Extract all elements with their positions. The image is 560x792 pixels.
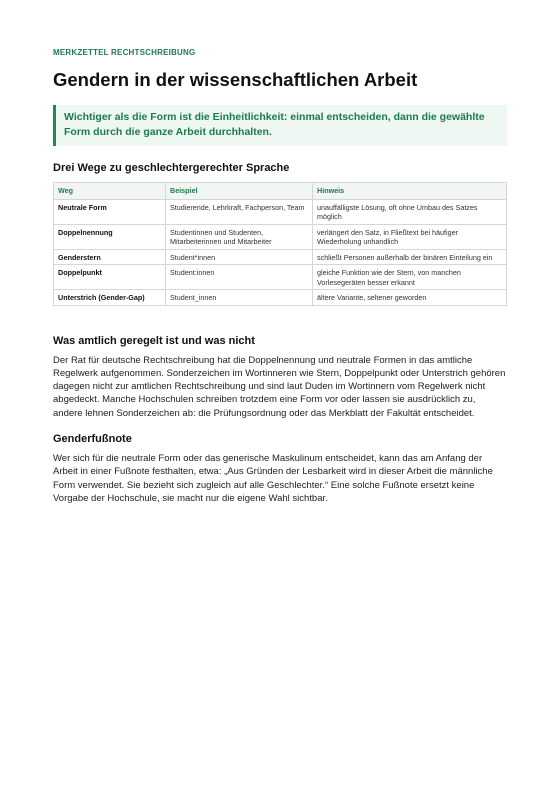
cell-weg: Doppelnennung (54, 224, 166, 249)
table-row (54, 199, 507, 224)
column-header-weg: Weg (54, 183, 166, 200)
cell-weg: Doppelpunkt (54, 265, 166, 290)
forms-table (53, 182, 507, 306)
cell-beispiel: Student*innen (166, 249, 313, 265)
column-header-beispiel: Beispiel (166, 183, 313, 200)
table-row (54, 290, 507, 306)
cell-hinweis: ältere Variante, seltener geworden (313, 290, 507, 306)
table-row (54, 265, 507, 290)
cell-hinweis: gleiche Funktion wie der Stern, von manchen Vorlesegeräten besser erkannt (313, 265, 507, 290)
table-row (54, 224, 507, 249)
table-heading: Drei Wege zu geschlechtergerechter Sprache (53, 162, 290, 174)
cell-beispiel: Studentinnen und Studenten, Mitarbeiterinnen und Mitarbeiter (166, 224, 313, 249)
section-body-fussnote: Wer sich für die neutrale Form oder das generische Maskulinum entscheidet, kann das am Anfang der Arbeit in einer Fußnote festhalten, etwa: „Aus Gründen der Lesbarkeit wird in dieser Arbeit die männliche Form verwendet. Sie bezieht sich zugleich auf alle Geschlechter.“ Eine solche Fußnote ersetzt keine Vorgabe der Hochschule, sie macht nur die eigene Wahl sichtbar. (53, 452, 493, 504)
column-header-hinweis: Hinweis (313, 183, 507, 200)
section-heading-fussnote: Genderfußnote (53, 432, 132, 445)
page-title: Gendern in der wissenschaftlichen Arbeit (53, 69, 418, 90)
cell-weg: Genderstern (54, 249, 166, 265)
cell-beispiel: Student:innen (166, 265, 313, 290)
cell-weg: Neutrale Form (54, 199, 166, 224)
section-body-regelung: Der Rat für deutsche Rechtschreibung hat die Doppelnennung und neutrale Formen in das amtliche Regelwerk aufgenommen. Sonderzeichen im Wortinneren wie Stern, Doppelpunkt oder Unterstrich gehören dagegen nicht zur amtlichen Rechtschreibung und sind laut Duden im Wortinnern vom Regelwerk nicht abgedeckt. Manche Hochschulen schreiben trotzdem eine Form vor oder lassen sie ausdrücklich zu, andere lehnen Sonderzeichen ab: die Prüfungsordnung oder das Merkblatt der Fakultät entscheidet. (53, 354, 506, 419)
cell-beispiel: Studierende, Lehrkraft, Fachperson, Team (166, 199, 313, 224)
section-heading-regelung: Was amtlich geregelt ist und was nicht (53, 334, 255, 347)
kicker-label: MERKZETTEL RECHTSCHREIBUNG (53, 48, 196, 57)
callout-box: Wichtiger als die Form ist die Einheitlichkeit: einmal entscheiden, dann die gewählte Form durch die ganze Arbeit durchhalten. (53, 105, 507, 146)
cell-beispiel: Student_innen (166, 290, 313, 306)
cell-hinweis: verlängert den Satz, in Fließtext bei häufiger Wiederholung unhandlich (313, 224, 507, 249)
table-header-row (54, 183, 507, 200)
cell-hinweis: schließt Personen außerhalb der binären Einteilung ein (313, 249, 507, 265)
table-row (54, 249, 507, 265)
cell-weg: Unterstrich (Gender-Gap) (54, 290, 166, 306)
cell-hinweis: unauffälligste Lösung, oft ohne Umbau des Satzes möglich (313, 199, 507, 224)
